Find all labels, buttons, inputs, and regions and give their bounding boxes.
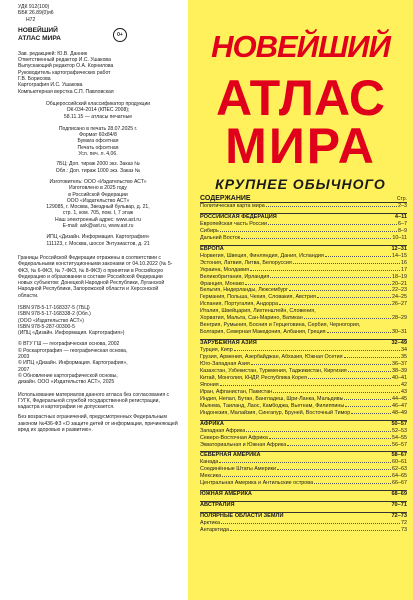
toc-leader-dots xyxy=(314,483,391,484)
toc-entry-title: АВСТРАЛИЯ xyxy=(200,502,235,509)
toc-entry-page: 62–63 xyxy=(392,466,407,473)
toc-entry-page: 40–41 xyxy=(392,374,407,381)
print-line: Усл. печ. л. 4,06. xyxy=(78,151,118,158)
toc-entry-page: 18–19 xyxy=(392,273,407,280)
toc-leader-dots xyxy=(279,304,391,305)
toc-entry-page: 22–23 xyxy=(392,287,407,294)
toc-entry-title: ЮЖНАЯ АМЕРИКА xyxy=(200,491,252,498)
toc-entry xyxy=(200,267,407,274)
toc-leader-dots xyxy=(277,469,391,470)
toc-entry xyxy=(200,274,407,281)
toc-entry-title: Западная Африка xyxy=(200,427,246,434)
toc-entry xyxy=(200,375,407,382)
toc-leader-dots xyxy=(348,371,391,372)
toc-entry-page: 70–71 xyxy=(391,502,407,509)
toc-entry-title: Норвегия, Швеция, Финляндия, Дания, Исландия xyxy=(200,252,324,259)
cover-title-line3: МИРА xyxy=(225,118,376,174)
borders-note: Границы Российской Федерации отражены в соответствии с Федеральными конституционными законами от 04.10.2022 (№ 5-ФКЗ, № 6-ФКЗ, № 7-ФКЗ, № 8-ФКЗ) о принятии в Российскую Федерацию и образовании в составе Российской Федерации новых субъектов: Донецкой Народной Республики, Луганской Народной Республики, Запорожской области и Херсонской области. xyxy=(18,254,173,299)
toc-entry xyxy=(200,203,407,210)
imprint-title-block xyxy=(18,27,188,43)
toc-leader-dots xyxy=(234,350,400,351)
toc-entry-title: ПОЛЯРНЫЕ ОБЛАСТИ ЗЕМЛИ xyxy=(200,513,284,520)
manufacturer-line: в Российской Федерации xyxy=(68,191,128,198)
toc-entry-title: Франция, Монако xyxy=(200,280,245,287)
toc-entry-title: Мексика xyxy=(200,473,222,480)
toc-leader-dots xyxy=(308,378,391,379)
print-details xyxy=(18,126,188,157)
toc-entry xyxy=(200,368,407,375)
circulation-line: Обл.: Доп. тираж 1000 экз. Заказ № xyxy=(55,167,141,174)
toc-entry-title: Украина, Молдавия xyxy=(200,266,250,273)
toc-entry xyxy=(200,466,407,473)
toc-leader-dots xyxy=(325,256,391,257)
toc-entry xyxy=(200,361,407,368)
toc-leader-dots xyxy=(220,231,397,232)
toc-entry-title: Грузия, Армения, Азербайджан, Абхазия, Южная Осетия xyxy=(200,354,343,361)
toc-entry xyxy=(200,442,407,449)
toc-entry-page: 30–31 xyxy=(392,329,407,336)
toc-leader-dots xyxy=(287,445,391,446)
toc-leader-dots xyxy=(351,413,391,414)
toc-leader-dots xyxy=(278,217,394,218)
circulation-block xyxy=(18,161,188,174)
staff-line: Картография И.С. Ушакова xyxy=(18,82,83,89)
toc-entry-title: АФРИКА xyxy=(200,420,224,427)
toc-leader-dots xyxy=(245,284,391,285)
toc-entry xyxy=(200,329,407,336)
toc-entry-page: 50–57 xyxy=(391,420,407,427)
imprint-title-line2: АТЛАС МИРА xyxy=(18,34,61,42)
toc-entry-page: 52–53 xyxy=(392,427,407,434)
manufacturer-block xyxy=(18,179,188,229)
toc-entry-title: Юго-Западная Азия xyxy=(200,361,250,368)
copyright-line: © ВТУ ГШ — географическая основа, 2002 xyxy=(18,341,120,348)
toc-entry-title: Политическая карта мира xyxy=(200,203,265,209)
toc-entry-page: 2–3 xyxy=(398,203,407,209)
toc-entry xyxy=(200,308,407,315)
toc-leader-dots xyxy=(344,357,400,358)
toc-entry xyxy=(200,260,407,267)
toc-leader-dots xyxy=(220,385,400,386)
toc-entry-title: Япония xyxy=(200,381,219,388)
toc-entry-page: 17 xyxy=(401,266,407,273)
toc-body xyxy=(200,203,407,534)
manufacturer-line: Изготовлено в 2025 году xyxy=(69,185,127,192)
isbn-block xyxy=(18,305,188,336)
toc-leader-dots xyxy=(273,392,400,393)
print-line: Подписано в печать 28.07.2025 г. xyxy=(58,125,138,132)
toc-entry-page: 44–45 xyxy=(392,395,407,402)
toc-leader-dots xyxy=(285,516,391,517)
toc-header xyxy=(200,195,407,203)
toc-leader-dots xyxy=(344,399,391,400)
staff-line: Г.В. Борисова xyxy=(18,76,51,83)
toc-entry xyxy=(200,301,407,308)
toc-leader-dots xyxy=(225,249,391,250)
ipts-block xyxy=(18,234,188,247)
toc-entry xyxy=(200,459,407,466)
toc-section-heading xyxy=(200,491,407,498)
toc-entry xyxy=(200,382,407,389)
toc-entry-page: 43 xyxy=(401,388,407,395)
toc-entry-page: 14–15 xyxy=(392,252,407,259)
toc-entry-title: Италия, Швейцария, Лихтенштейн, Словения, xyxy=(200,308,316,315)
staff-line: Руководитель картографических работ xyxy=(18,69,111,76)
manufacturer-line: E-mail: ask@ast.ru, www.ast.ru xyxy=(62,223,134,230)
circulation-line: 7БЦ: Доп. тираж 2000 экз. Заказ № xyxy=(56,161,140,168)
copyright-line: © ИПЦ «Дизайн. Информация. Картография», xyxy=(18,360,128,367)
author-code: Н72 xyxy=(26,16,36,23)
staff-line: Выпускающий редактор О.А. Корнилова xyxy=(18,63,114,70)
toc-leader-dots xyxy=(345,406,391,407)
toc-entry-page: 36–37 xyxy=(392,361,407,368)
toc-entry-page: 35 xyxy=(401,354,407,361)
toc-leader-dots xyxy=(262,455,391,456)
toc-entry-title: Арктика xyxy=(200,520,220,527)
toc-section-heading xyxy=(200,452,407,459)
manufacturer-line: 129085, г. Москва, Звездный бульвар, д. 21, xyxy=(46,204,150,211)
toc-leader-dots xyxy=(317,297,391,298)
toc-entry xyxy=(200,473,407,480)
toc-entry xyxy=(200,235,407,242)
toc-entry xyxy=(200,322,407,329)
toc-leader-dots xyxy=(230,530,400,531)
imprint-column xyxy=(0,0,188,600)
toc-entry xyxy=(200,287,407,294)
toc-entry-title: Хорватия, Мальта, Сан-Марино, Ватикан xyxy=(200,315,303,322)
cover-subtitle: КРУПНЕЕ ОБЫЧНОГО xyxy=(215,176,386,192)
toc-entry-title: Болгария, Северная Македония, Албания, Греция xyxy=(200,329,326,336)
toc-entry xyxy=(200,527,407,534)
copyright-line: 2007 xyxy=(18,366,30,373)
manufacturer-line: Наш электронный адрес: www.ast.ru xyxy=(55,216,141,223)
toc-entry-page: 38–39 xyxy=(392,367,407,374)
print-line: Формат 60х84/8 xyxy=(79,132,117,139)
toc-leader-dots xyxy=(293,263,400,264)
toc-entry xyxy=(200,315,407,322)
toc-leader-dots xyxy=(219,462,391,463)
toc-leader-dots xyxy=(246,431,391,432)
manufacturer-line: ООО «Издательство АСТ» xyxy=(66,197,130,204)
print-line: Печать офсетная xyxy=(77,144,119,151)
toc-entry-title: Соединённые Штаты Америки xyxy=(200,466,276,473)
usage-note: Использование материалов данного атласа без согласования с ГУГК, Федеральной службой государственной регистрации, кадастра и картографии не допускается. xyxy=(18,391,170,411)
toc-entry-page: 10–11 xyxy=(392,234,407,241)
toc-entry-page: 28–29 xyxy=(392,315,407,322)
toc-heading: СОДЕРЖАНИЕ xyxy=(200,195,251,202)
toc-entry xyxy=(200,354,407,361)
isbn-line: ISBN 978-5-287-00300-5 xyxy=(18,323,75,330)
toc-entry-title: Иран, Афганистан, Пакистан xyxy=(200,388,273,395)
toc-leader-dots xyxy=(250,270,400,271)
manufacturer-line: стр. 1, ком. 705, пом. I, 7 этаж xyxy=(62,210,134,217)
toc-entry-page: 68–69 xyxy=(391,491,407,498)
toc-leader-dots xyxy=(270,277,391,278)
udk-code: УДК 912(100) xyxy=(18,4,50,10)
toc-leader-dots xyxy=(225,424,391,425)
toc-entry-page: 26–27 xyxy=(392,301,407,308)
toc-entry-page: 34 xyxy=(401,347,407,354)
toc-leader-dots xyxy=(268,224,397,225)
toc-entry-page: 32–49 xyxy=(391,340,407,347)
toc-entry-title: Антарктида xyxy=(200,527,230,534)
toc-entry-title: Бельгия, Нидерланды, Люксембург xyxy=(200,287,289,294)
isbn-line: (ООО «Издательство АСТ») xyxy=(18,317,84,324)
toc-section-heading xyxy=(200,214,407,221)
toc-leader-dots xyxy=(253,494,390,495)
toc-entry-title: Дальний Восток xyxy=(200,234,241,241)
classifier-line: 58.11.15 — атласы печатные xyxy=(63,113,133,120)
toc-entry-title: Индонезия, Малайзия, Сингапур, Бруней, Восточный Тимор xyxy=(200,409,351,416)
toc-entry-page: 60–61 xyxy=(392,459,407,466)
toc-section-heading xyxy=(200,502,407,509)
toc-entry-title: Германия, Польша, Чехия, Словакия, Австрия xyxy=(200,294,316,301)
toc-entry-page: 8–9 xyxy=(398,227,407,234)
toc-section-heading xyxy=(200,340,407,347)
toc-entry-page: 6–7 xyxy=(398,220,407,227)
toc-entry-page: 16 xyxy=(401,259,407,266)
toc-entry-title: Казахстан, Узбекистан, Туркмения, Таджикистан, Киргизия xyxy=(200,367,347,374)
toc-entry xyxy=(200,410,407,417)
toc-entry-title: СЕВЕРНАЯ АМЕРИКА xyxy=(200,452,261,459)
classifier-line: Общероссийский классификатор продукции xyxy=(45,100,151,107)
toc-entry-page: 12–31 xyxy=(391,245,407,252)
toc-entry xyxy=(200,253,407,260)
toc-entry-page: 64–65 xyxy=(392,473,407,480)
toc-section-heading xyxy=(200,421,407,428)
toc-entry-title: Северо-Восточная Африка xyxy=(200,434,268,441)
toc-leader-dots xyxy=(236,505,391,506)
bbk-code: ББК 26.89(0)я6 xyxy=(18,10,54,17)
legal-note: Без возрастных ограничений, предусмотренных Федеральным законом №436-ФЗ «О защите детей от информации, причиняющей вред их здоровью и развитию». xyxy=(18,414,178,434)
staff-line: Ответственный редактор И.С. Ушакова xyxy=(18,57,111,64)
ipts-line: ИПЦ «Дизайн. Информация. Картография» xyxy=(46,234,150,241)
toc-page-label: Стр. xyxy=(396,196,407,202)
toc-entry-title: Эстония, Латвия, Литва, Белоруссия xyxy=(200,259,292,266)
toc-entry-title: Мьянма, Таиланд, Лаос, Камбоджа, Вьетнам, Филиппины xyxy=(200,402,345,409)
copyright-line: © Роскартография — географическая основа, xyxy=(18,347,128,354)
ipts-line: 111123, г. Москва, шоссе Энтузиастов, д. 21 xyxy=(46,240,150,247)
toc-entry xyxy=(200,294,407,301)
toc-entry-title: Индия, Непал, Бутан, Бангладеш, Шри-Ланка, Мальдивы xyxy=(200,395,344,402)
toc-leader-dots xyxy=(269,438,391,439)
staff-line: Зав. редакцией: Ю.В. Данник xyxy=(18,50,88,57)
toc-entry-title: Сибирь xyxy=(200,227,219,234)
toc-entry-title: Венгрия, Румыния, Босния и Герцеговина, Сербия, Черногория, xyxy=(200,322,361,329)
toc-leader-dots xyxy=(266,206,397,207)
toc-leader-dots xyxy=(327,332,391,333)
toc-entry xyxy=(200,347,407,354)
toc-entry-title: Испания, Португалия, Андорра xyxy=(200,301,278,308)
toc-entry xyxy=(200,281,407,288)
toc-section-heading xyxy=(200,246,407,253)
table-of-contents xyxy=(200,195,407,534)
toc-entry xyxy=(200,403,407,410)
imprint-title-line1: НОВЕЙШИЙ xyxy=(18,26,58,34)
toc-entry-page: 72–73 xyxy=(391,513,407,520)
copyright-block xyxy=(18,341,188,385)
age-rating-badge: 0+ xyxy=(113,28,127,42)
toc-entry-page: 66–67 xyxy=(392,480,407,487)
toc-entry-title: ЕВРОПА xyxy=(200,245,224,252)
toc-leader-dots xyxy=(251,364,391,365)
toc-entry-title: Канада xyxy=(200,459,219,466)
toc-entry xyxy=(200,389,407,396)
toc-entry-page: 4–11 xyxy=(394,213,407,220)
toc-entry xyxy=(200,428,407,435)
copyright-line: дизайн. ООО «Издательство АСТ», 2025 xyxy=(18,379,115,386)
isbn-line: ISBN 978-5-17-168337-5 (7БЦ) xyxy=(18,304,90,311)
manufacturer-line: Изготовитель: ООО «Издательство АСТ» xyxy=(49,178,147,185)
toc-entry-title: Китай, Монголия, КНДР, Республика Корея xyxy=(200,374,307,381)
toc-entry-page: 24–25 xyxy=(392,294,407,301)
toc-section-heading xyxy=(200,513,407,520)
toc-entry xyxy=(200,221,407,228)
toc-entry-page: 72 xyxy=(401,520,407,527)
toc-entry-page: 42 xyxy=(401,381,407,388)
staff-list xyxy=(18,51,188,95)
toc-entry-page: 54–55 xyxy=(392,434,407,441)
toc-leader-dots xyxy=(258,343,391,344)
isbn-line: (ИПЦ «Дизайн. Информация. Картография») xyxy=(18,330,125,337)
toc-entry xyxy=(200,396,407,403)
toc-entry-title: Европейская часть России xyxy=(200,220,268,227)
print-line: Бумага офсетная xyxy=(77,138,119,145)
toc-entry-page: 48–49 xyxy=(392,409,407,416)
cover-page xyxy=(188,0,413,600)
toc-entry-page: 58–67 xyxy=(391,452,407,459)
toc-leader-dots xyxy=(289,290,391,291)
toc-leader-dots xyxy=(304,318,391,319)
toc-entry-title: Центральная Америка и Антильские острова xyxy=(200,480,314,487)
staff-line: Компьютерная верстка С.П. Павловская xyxy=(18,88,114,95)
toc-entry-page: 73 xyxy=(401,527,407,534)
toc-entry-page: 20–21 xyxy=(392,280,407,287)
toc-entry-title: РОССИЙСКАЯ ФЕДЕРАЦИЯ xyxy=(200,213,277,220)
copyright-line: © Обновление картографической основы, xyxy=(18,372,118,379)
toc-entry-title: Турция, Кипр xyxy=(200,347,233,354)
cover-title-line1: НОВЕЙШИЙ xyxy=(211,29,390,64)
toc-leader-dots xyxy=(221,523,400,524)
copyright-line: 2003 xyxy=(18,354,30,361)
toc-entry xyxy=(200,435,407,442)
toc-entry-title: Экваториальная и Южная Африка xyxy=(200,441,287,448)
toc-entry xyxy=(200,480,407,487)
isbn-line: ISBN 978-5-17-168338-2 (Обл.) xyxy=(18,311,91,318)
toc-entry-page: 56–57 xyxy=(392,441,407,448)
toc-entry-title: Великобритания, Ирландия xyxy=(200,273,270,280)
toc-entry xyxy=(200,520,407,527)
toc-entry-page: 46–47 xyxy=(392,402,407,409)
classifier-line: ОК-034-2014 (КПЕС 2008); xyxy=(66,107,130,114)
classifier-block xyxy=(18,101,188,120)
cover-title-line2: АТЛАС xyxy=(216,70,385,126)
toc-entry xyxy=(200,228,407,235)
toc-leader-dots xyxy=(241,238,391,239)
toc-leader-dots xyxy=(222,476,391,477)
toc-entry-title: ЗАРУБЕЖНАЯ АЗИЯ xyxy=(200,340,257,347)
